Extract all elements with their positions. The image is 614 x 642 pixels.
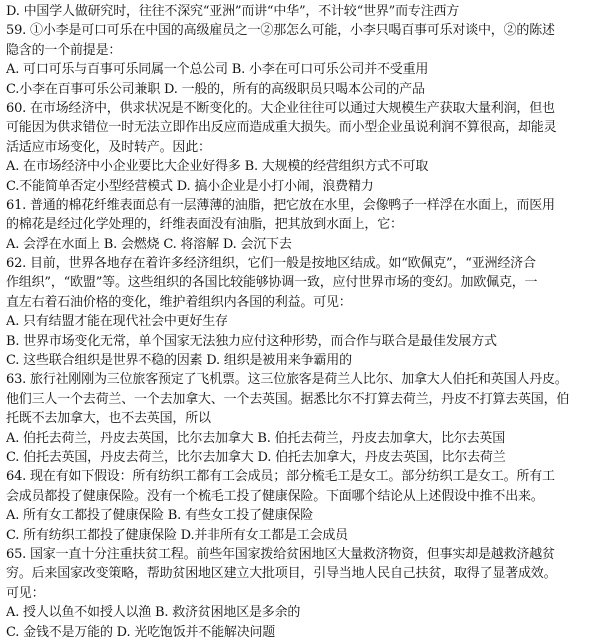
text-line: A. 会浮在水面上 B. 会燃烧 C. 将溶解 D. 会沉下去 (6, 236, 292, 252)
text-line: 可能因为供求错位一时无法立即作出反应而造成重大损失。而小型企业虽说利润不算很高，却能灵 (6, 120, 557, 136)
text-line: A. 只有结盟才能在现代社会中更好生存 (6, 314, 228, 330)
text-line: B. 世界市场变化无常，单个国家无法独力应付这种形势，而合作与联合是最佳发展方式 (6, 333, 497, 349)
text-line: 62. 目前，世界各地存在着许多经济组织，它们一般是按地区结成。如“欧佩克”，“亚洲经济合 (6, 256, 536, 272)
text-line: A. 所有女工都投了健康保险 B. 有些女工投了健康保险 (6, 508, 314, 524)
text-line: 60. 在市场经济中，供求状况是不断变化的。大企业往往可以通过大规模生产获取大量利润，但也 (6, 100, 555, 116)
text-line: 64. 现在有如下假设：所有纺织工都有工会成员；部分梳毛工是女工。部分纺织工是女工。所有工 (6, 469, 555, 485)
text-line: 63. 旅行社刚刚为三位旅客预定了飞机票。这三位旅客是荷兰人比尔、加拿大人伯托和英国人丹皮。 (6, 372, 568, 388)
text-line: A. 可口可乐与百事可乐同属一个总公司 B. 小李在可口可乐公司并不受重用 (6, 62, 429, 78)
text-line: 隐含的一个前提是： (6, 42, 122, 58)
text-line: C. 伯托去英国，丹皮去荷兰，比尔去加拿大 D. 伯托去加拿大，丹皮去英国，比尔去荷兰 (6, 449, 506, 465)
text-line: C. 金钱不是万能的 D. 光吃饱饭并不能解决问题 (6, 624, 276, 640)
text-line: A. 授人以鱼不如授人以渔 B. 救济贫困地区是多余的 (6, 605, 301, 621)
text-line: D. 中国学人做研究时，往往不深究“亚洲”而讲“中华”，不计较“世界”而专注西方 (6, 4, 460, 19)
text-line: C.不能简单否定小型经营模式 D. 搞小企业是小打小闹，浪费精力 (6, 178, 374, 194)
text-line: 可见： (6, 585, 45, 601)
text-line: 托既不去加拿大，也不去英国，所以 (6, 411, 211, 427)
text-line: 的棉花是经过化学处理的，纤维表面没有油脂，把其放到水面上，它： (6, 217, 403, 233)
text-line: A. 伯托去荷兰，丹皮去英国，比尔去加拿大 B. 伯托去荷兰，丹皮去加拿大，比尔去英国 (6, 430, 506, 446)
text-line: 65. 国家一直十分注重扶贫工程。前些年国家拨给贫困地区大量救济物资，但事实却是越救济越贫 (6, 546, 555, 562)
text-line: 作组织”，“欧盟”等。这些组织的各国比较能够协调一致，应付世界市场的变幻。加欧佩克，一 (6, 275, 538, 291)
text-line: A. 在市场经济中小企业要比大企业好得多 B. 大规模的经营组织方式不可取 (6, 159, 429, 175)
text-line: 59. ①小李是可口可乐在中国的高级雇员之一②那怎么可能，小李只喝百事可乐对谈中，②的陈述 (6, 23, 555, 39)
text-line: C.小李在百事可乐公司兼职 D. 一般的，所有的高级职员只喝本公司的产品 (6, 81, 425, 97)
text-line: 穷。后来国家改变策略，帮助贫困地区建立大批项目，引导当地人民自己扶贫，取得了显著成效。 (6, 566, 557, 582)
text-line: 活适应市场变化，及时转产。因此： (6, 139, 211, 155)
text-line: 61. 普通的棉花纤维表面总有一层薄薄的油脂，把它放在水里，会像鸭子一样浮在水面上，而医用 (6, 197, 555, 213)
text-line: C. 这些联合组织是世界不稳的因素 D. 组织是被用来争霸用的 (6, 353, 352, 369)
text-line: C. 所有纺织工都投了健康保险 D.并非所有女工都是工会成员 (6, 527, 348, 543)
text-line: 直左右着石油价格的变化，维护着组织内各国的利益。可见： (6, 294, 352, 310)
text-line: 他们三人一个去荷兰、一个去加拿大、一个去英国。据悉比尔不打算去荷兰，丹皮不打算去英国，伯 (6, 391, 570, 407)
text-line: 会成员都投了健康保险。没有一个梳毛工投了健康保险。下面哪个结论从上述假设中推不出来。 (6, 488, 544, 504)
